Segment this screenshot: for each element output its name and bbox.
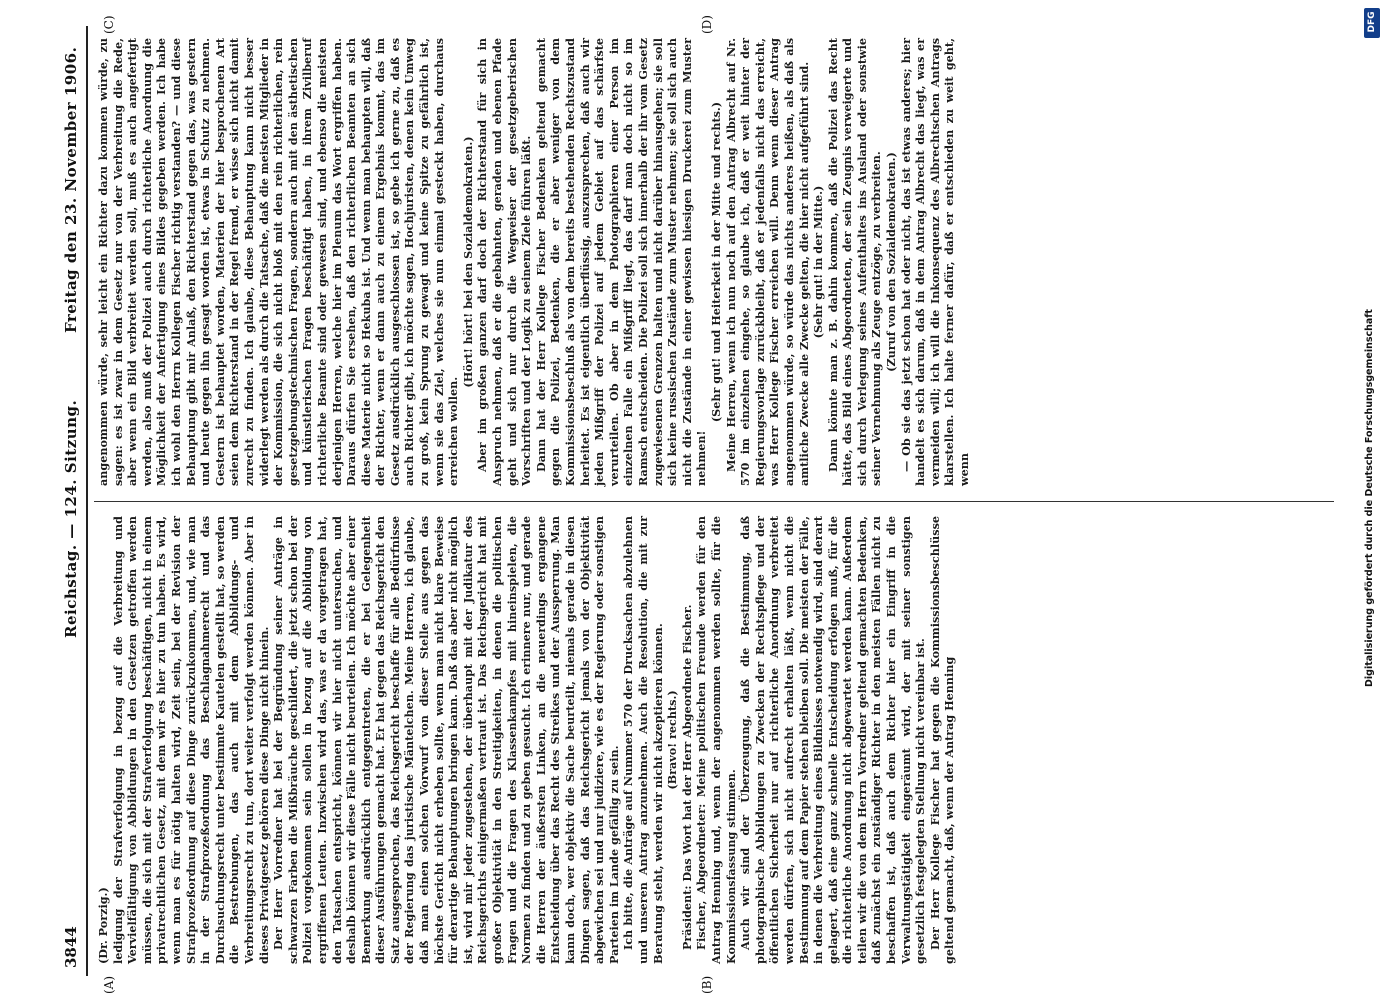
interjection: (Bravo! rechts.) [665, 690, 680, 790]
dfg-logo-text: DFG [1367, 11, 1377, 33]
paragraph: Der Herr Kollege Fischer hat gegen die Kommissionsbeschlüsse geltend gemacht, daß, wenn der Antrag Henning [927, 516, 957, 964]
paragraph: — Ob sie das jetzt schon hat oder nicht, das ist etwas anderes; hier handelt es sich darum, daß in dem Antrag Albrecht das liegt, was er vermeiden will; ich will die Inkonsequenz des Albrechtschen Antrags klarstellen. Ich halte ferner dafür, daß er entschieden zu weit geht, wenn [898, 38, 972, 486]
president-remark: Präsident: Das Wort hat der Herr Abgeordnete Fischer. [679, 604, 694, 950]
session-date: Freitag den 23. November 1906. [62, 46, 80, 333]
paragraph: Meine Herren, wenn ich nun noch auf den Antrag Albrecht auf Nr. 570 im einzelnen eingehe, so glaube ich, daß er weit hinter der Regierungsvorlage zurückbleibt, daß er jedenfalls nicht das erreicht, was Herr Kollege Fischer erreichen will. Denn wenn dieser Antrag angenommen würde, so würde das nichts anderes heißen, als daß als amtliche Zwecke alle Zwecke gelten, die hier nicht aufgeführt sind. [723, 38, 811, 486]
paragraph: Auch wir sind der Überzeugung, daß die Bestimmung, daß photographische Abbildungen zu Zwecken der Rechtspflege und der öffentlichen Sicherheit nur auf richterliche Anordnung verbreitet werden dürfen, sich nicht aufrecht erhalten läßt, wenn nicht die Bestimmung auf dem Papier stehen bleiben soll. Die meisten der Fälle, in denen die Verbreitung eines Bildnisses notwendig wird, sind derart gelagert, daß eine ganz schnelle Entscheidung erfolgen muß, für die die richterliche Anordnung nicht abgewartet werden kann. Außerdem teilen wir die von dem Herrn Vorredner geltend gemachten Bedenken, daß zunächst ein zuständiger Richter in den meisten Fällen nicht zu beschaffen ist, daß auch dem Richter hier ein Eingriff in die Verwaltungstätigkeit eingeräumt wird, der mit seiner sonstigen gesetzlich festgelegten Stellung nicht vereinbar ist. [738, 516, 928, 964]
interjection: (Sehr gut! und Heiterkeit in der Mitte und rechts.) [708, 101, 723, 423]
interjection: (Sehr gut! in der Mitte.) [811, 185, 826, 339]
funding-note-text: Digitalisierung gefördert durch die Deutsche Forschungsgemeinschaft [1364, 309, 1375, 687]
right-column [96, 38, 972, 486]
column-divider [94, 501, 1334, 502]
paragraph: Dann könnte man z. B. dahin kommen, daß die Polizei das Recht hätte, das Bild eines Abgeordneten, der sein Zeugnis verweigerte und sich durch Verlegung seines Aufenthaltes ins Ausland oder sonstwie seiner Vernehmung als Zeuge entzöge, zu verbreiten. [825, 38, 884, 486]
page-number: 3844 [62, 926, 80, 968]
left-column [96, 516, 957, 964]
speaker-ref: (Dr. Porzig.) [96, 887, 110, 964]
paragraph: Ich bitte, die Anträge auf Nummer 570 der Drucksachen abzulehnen und unseren Antrag anzunehmen. Auch die Resolution, die mit zur Beratung steht, werden wir nicht akzeptieren können. [621, 516, 665, 964]
page-header [62, 28, 84, 968]
paragraph: angenommen würde, sehr leicht ein Richter dazu kommen würde, zu sagen: es ist zwar in dem Gesetz nur von der Verbreitung die Rede, aber wenn ein Bild verbreitet werden soll, muß es auch angefertigt werden, also muß der Polizei auch durch richterliche Anordnung die Möglichkeit der Anfertigung eines Bildes gegeben werden. Ich habe ich wohl den Herrn Kollegen Fischer richtig verstanden? — und diese Behauptung gibt mir Anlaß, den Richterstand gegen das, was gestern und heute gegen ihn gesagt worden ist, etwas in Schutz zu nehmen. Gestern ist behauptet worden, Materien der hier besprochenen Art seien dem Richterstand in der Regel fremd, er wisse sich nicht damit zurecht zu finden. Ich glaube, diese Behauptung kann nicht besser widerlegt werden als durch die Tatsache, daß die meisten Mitglieder in der Kommission, die sich nicht bloß mit den rein richterlichen, rein gesetzgebungstechnischen Fragen, sondern auch mit den ästhetischen und künstlerischen Fragen beschäftigt haben, in ihrem Zivilberuf richterliche Beamte sind oder gewesen sind, und ebenso die meisten derjenigen Herren, welche hier im Plenum das Wort ergriffen haben. Daraus dürfen Sie ersehen, daß den richterlichen Beamten an sich diese Materie nicht so Hekuba ist. Und wenn man behaupten will, daß der Richter, wenn er dann auch zu einem Ergebnis kommt, das im Gesetz ausdrücklich ausgeschlossen ist, so gebe ich gerne zu, daß es auch Richter gibt, ich möchte sagen, Hochjuristen, denen kein Umweg zu groß, kein Sprung zu gewagt und keine Spitze zu gefährlich ist, wenn sie das Ziel, welches sie nun einmal gesteckt haben, durchaus erreichen wollen. [96, 38, 461, 486]
header-rule [86, 26, 88, 976]
paragraph: Dann hat der Herr Kollege Fischer Bedenken geltend gemacht gegen die Polizei, Bedenken, die er aber weniger von dem Kommissionsbeschluß als von dem bereits bestehenden Rechtszustand herleitet. Es ist eigentlich überflüssig, auszusprechen, daß auch wir jeden Mißgriff der Polizei auf jedem Gebiet auf das schärfste verurteilen. Ob aber in dem Photographieren einer Person im einzelnen Falle ein Mißgriff liegt, das darf man doch nicht so im Ramsch entscheiden. Die Polizei soll sich innerhalb der ihr vom Gesetz zugewiesenen Grenzen halten und nicht darüber hinausgehen; sie soll sich keine russischen Zustände zum Muster nehmen; sie soll sich auch nicht die Zustände in einer gewissen hiesigen Druckerei zum Muster nehmen! [533, 38, 709, 486]
speaker-paragraph: Fischer, Abgeordneter: Meine politischen Freunde werden für den Antrag Henning und, wenn der angenommen werden sollte, für die Kommissionsfassung stimmen. [694, 516, 738, 964]
interjection: (Hört! hört! bei den Sozialdemokraten.) [460, 136, 475, 388]
margin-marker-b: (B) [700, 975, 714, 994]
interjection: (Zuruf von den Sozialdemokraten.) [884, 152, 899, 372]
paragraph: ledigung der Strafverfolgung in bezug auf die Verbreitung und Vervielfältigung von Abbildungen in den Gesetzen getroffen werden müssen, die sich mit der Strafverfolgung beschäftigen, nicht in einem privatrechtlichen Gesetz, mit dem wir es hier zu tun haben. Es wird, wenn man es für nötig halten wird, Zeit sein, bei der Revision der Strafprozeßordnung auf diese Dinge zurückzukommen, und, wie man in der Strafprozeßordnung das Beschlagnahmerecht und das Durchsuchungsrecht unter bestimmte Kautelen gestellt hat, so werden die Bestrebungen, das auch mit dem Abbildungs- und Verbreitungsrecht zu tun, dort weiter verfolgt werden können. Aber in dieses Privatgesetz gehören diese Dinge nicht hinein. [110, 516, 271, 964]
paragraph: Aber im großen ganzen darf doch der Richterstand für sich in Anspruch nehmen, daß er die gebahnten, geraden und ebenen Pfade geht und sich nur durch die Wegweiser der gesetzgeberischen Vorschriften und der Logik zu seinem Ziele führen läßt. [475, 38, 534, 486]
margin-marker-a: (A) [102, 975, 116, 994]
paragraph: Der Herr Vorredner hat bei der Begründung seiner Anträge in schwarzen Farben die Mißbräuche geschildert, die jetzt schon bei der Polizei vorgekommen sein sollen in bezug auf die Abbildung von ergriffenen Leuten. Inzwischen wird das, was er da vorgetragen hat, den Tatsachen entspricht, können wir hier nicht untersuchen, und deshalb können wir diese Fälle nicht beurteilen. Ich möchte aber einer Bemerkung ausdrücklich entgegentreten, die er bei Gelegenheit dieser Ausführungen gemacht hat. Er hat gegen das Reichsgericht den Satz ausgesprochen, das Reichsgericht beschaffe für alle Bedürfnisse der Regierung das juristische Mäntelchen. Meine Herren, ich glaube, daß man einen solchen Vorwurf von dieser Stelle aus gegen das höchste Gericht nicht erheben sollte, wenn man nicht klare Beweise für derartige Behauptungen bringen kann. Daß das aber nicht möglich ist, wird mir jeder zugestehen, der überhaupt mit der Judikatur des Reichsgerichts einigermaßen vertraut ist. Das Reichsgericht hat mit großer Objektivität in den Streitigkeiten, in denen die politischen Fragen und die Fragen des Klassenkampfes mit hineinspielen, die Normen zu finden und zu geben gesucht. Ich erinnere nur, und gerade die Herren der äußersten Linken, an die neuerdings ergangene Entscheidung über das Recht des Streikes und der Aussperrung. Man kann doch, wer objektiv die Sache beurteilt, niemals gerade in diesen Dingen sagen, daß das Reichsgericht jemals von der Objektivität abgewichen sei und nur judiziere, wie es der Regierung oder sonstigen Parteien im Lande gefällig zu sein. [271, 516, 621, 964]
margin-marker-d: (D) [700, 15, 714, 34]
margin-marker-c: (C) [102, 15, 116, 34]
funding-note [1362, 8, 1378, 988]
dfg-logo-icon [1364, 8, 1380, 38]
session-title: Reichstag. — 124. Sitzung. [62, 399, 80, 638]
